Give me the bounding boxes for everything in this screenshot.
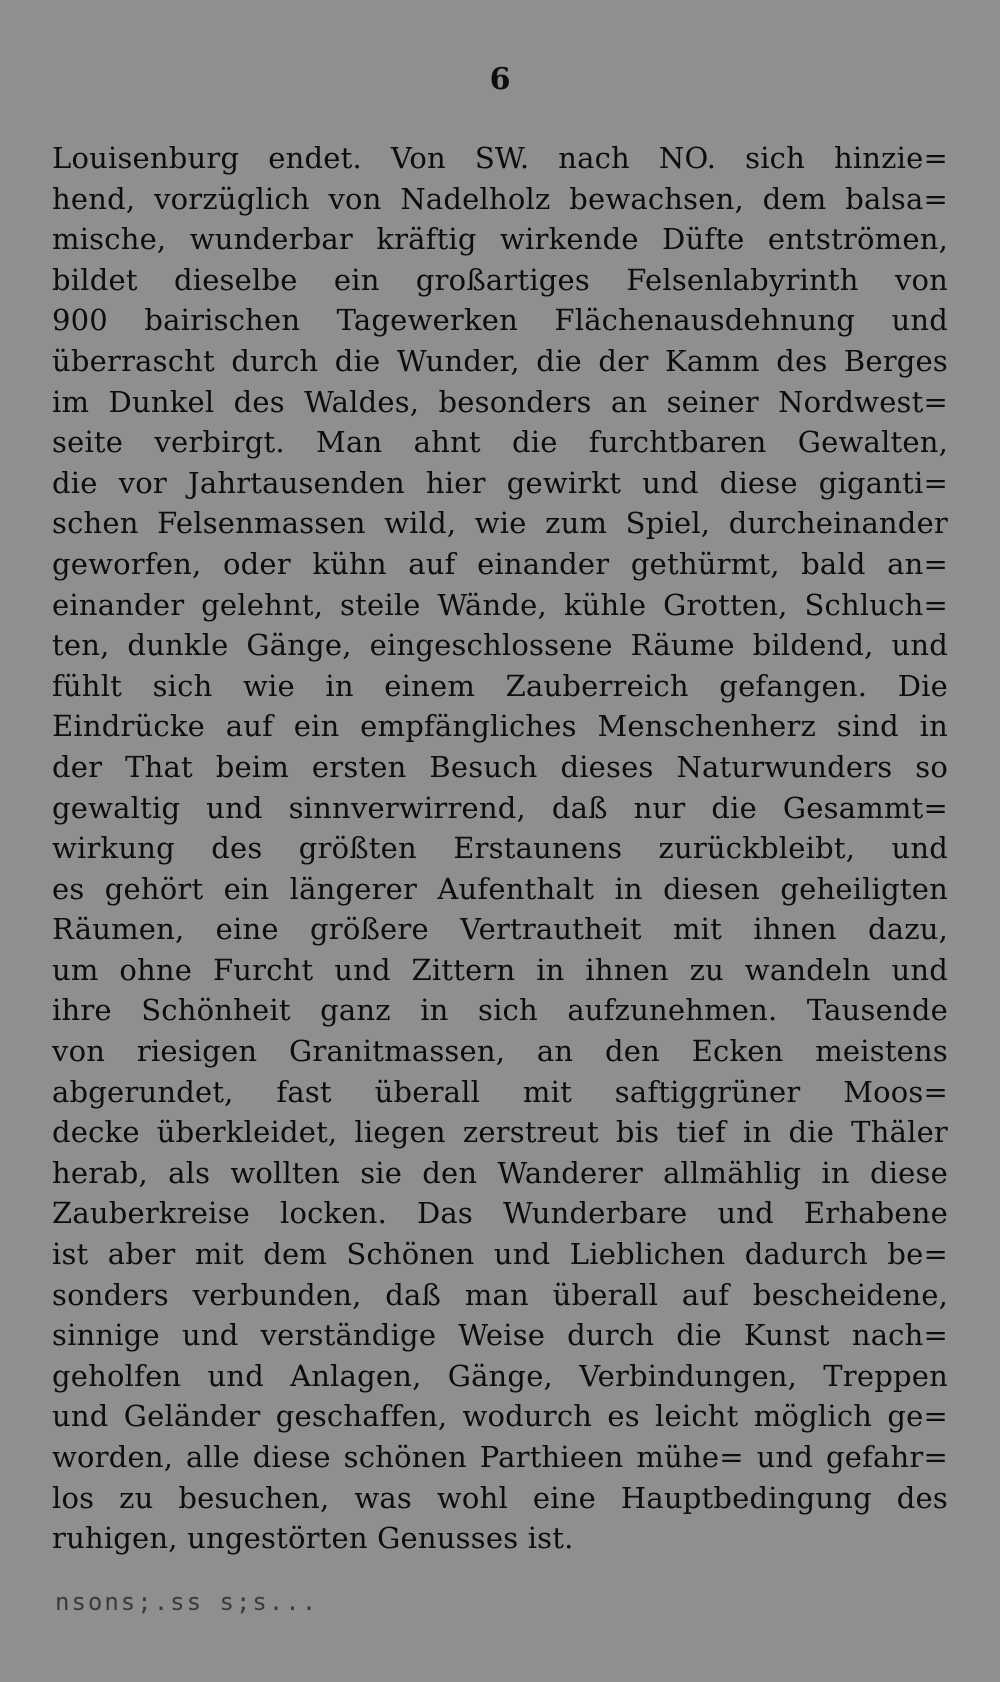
text-line: der That beim ersten Besuch dieses Naturwunders so: [52, 749, 948, 784]
text-line: die vor Jahrtausenden hier gewirkt und diese giganti=: [52, 465, 948, 500]
text-line: Louisenburg endet. Von SW. nach NO. sich hinzie=: [52, 141, 948, 175]
text-line: um ohne Furcht und Zittern in ihnen zu wandeln und: [52, 952, 948, 987]
text-line: abgerundet, fast überall mit saftiggrüner Moos=: [52, 1074, 948, 1109]
text-line: geholfen und Anlagen, Gänge, Verbindungen, Treppen: [52, 1358, 948, 1393]
text-line: hend, vorzüglich von Nadelholz bewachsen, dem balsa=: [52, 181, 948, 216]
footer-fragment: nsons;.ss s;s...: [55, 1588, 319, 1616]
text-line: los zu besuchen, was wohl eine Hauptbedingung des: [52, 1480, 948, 1515]
text-line: sonders verbunden, daß man überall auf bescheidene,: [52, 1277, 948, 1312]
text-line: ruhigen, ungestörten Genusses ist.: [52, 1521, 574, 1556]
text-line: geworfen, oder kühn auf einander gethürmt, bald an=: [52, 546, 948, 581]
text-line: gewaltig und sinnverwirrend, daß nur die Gesammt=: [52, 790, 948, 825]
text-line: schen Felsenmassen wild, wie zum Spiel, durcheinander: [52, 506, 948, 541]
text-line: Zauberkreise locken. Das Wunderbare und Erhabene: [52, 1196, 948, 1231]
text-line: fühlt sich wie in einem Zauberreich gefangen. Die: [52, 668, 948, 703]
text-line: im Dunkel des Waldes, besonders an seiner Nordwest=: [52, 384, 948, 419]
text-line: von riesigen Granitmassen, an den Ecken meistens: [52, 1034, 948, 1069]
text-line: 900 bairischen Tagewerken Flächenausdehnung und: [52, 303, 948, 338]
page-number: 6: [489, 62, 511, 97]
text-line: ihre Schönheit ganz in sich aufzunehmen. Tausende: [52, 993, 948, 1028]
text-line: herab, als wollten sie den Wanderer allmählig in diese: [52, 1155, 948, 1190]
text-line: worden, alle diese schönen Parthieen mühe= und gefahr=: [52, 1440, 948, 1474]
text-line: überrascht durch die Wunder, die der Kamm des Berges: [52, 343, 948, 378]
text-line: Räumen, eine größere Vertrautheit mit ihnen dazu,: [52, 912, 948, 947]
text-line: Eindrücke auf ein empfängliches Menschenherz sind in: [52, 709, 948, 744]
text-line: ist aber mit dem Schönen und Lieblichen dadurch be=: [52, 1237, 948, 1272]
text-line: einander gelehnt, steile Wände, kühle Grotten, Schluch=: [52, 587, 948, 622]
text-line: mische, wunderbar kräftig wirkende Düfte entströmen,: [52, 222, 948, 257]
body-text: [52, 138, 948, 1559]
text-line: ten, dunkle Gänge, eingeschlossene Räume bildend, und: [52, 628, 948, 663]
text-line: und Geländer geschaffen, wodurch es leicht möglich ge=: [52, 1399, 948, 1434]
text-line: sinnige und verständige Weise durch die Kunst nach=: [52, 1318, 948, 1353]
text-line: es gehört ein längerer Aufenthalt in diesen geheiligten: [52, 871, 948, 906]
text-line: bildet dieselbe ein großartiges Felsenlabyrinth von: [52, 262, 948, 297]
text-line: wirkung des größten Erstaunens zurückbleibt, und: [52, 831, 948, 866]
text-line: seite verbirgt. Man ahnt die furchtbaren Gewalten,: [52, 425, 948, 460]
text-line: decke überkleidet, liegen zerstreut bis tief in die Thäler: [52, 1115, 948, 1150]
